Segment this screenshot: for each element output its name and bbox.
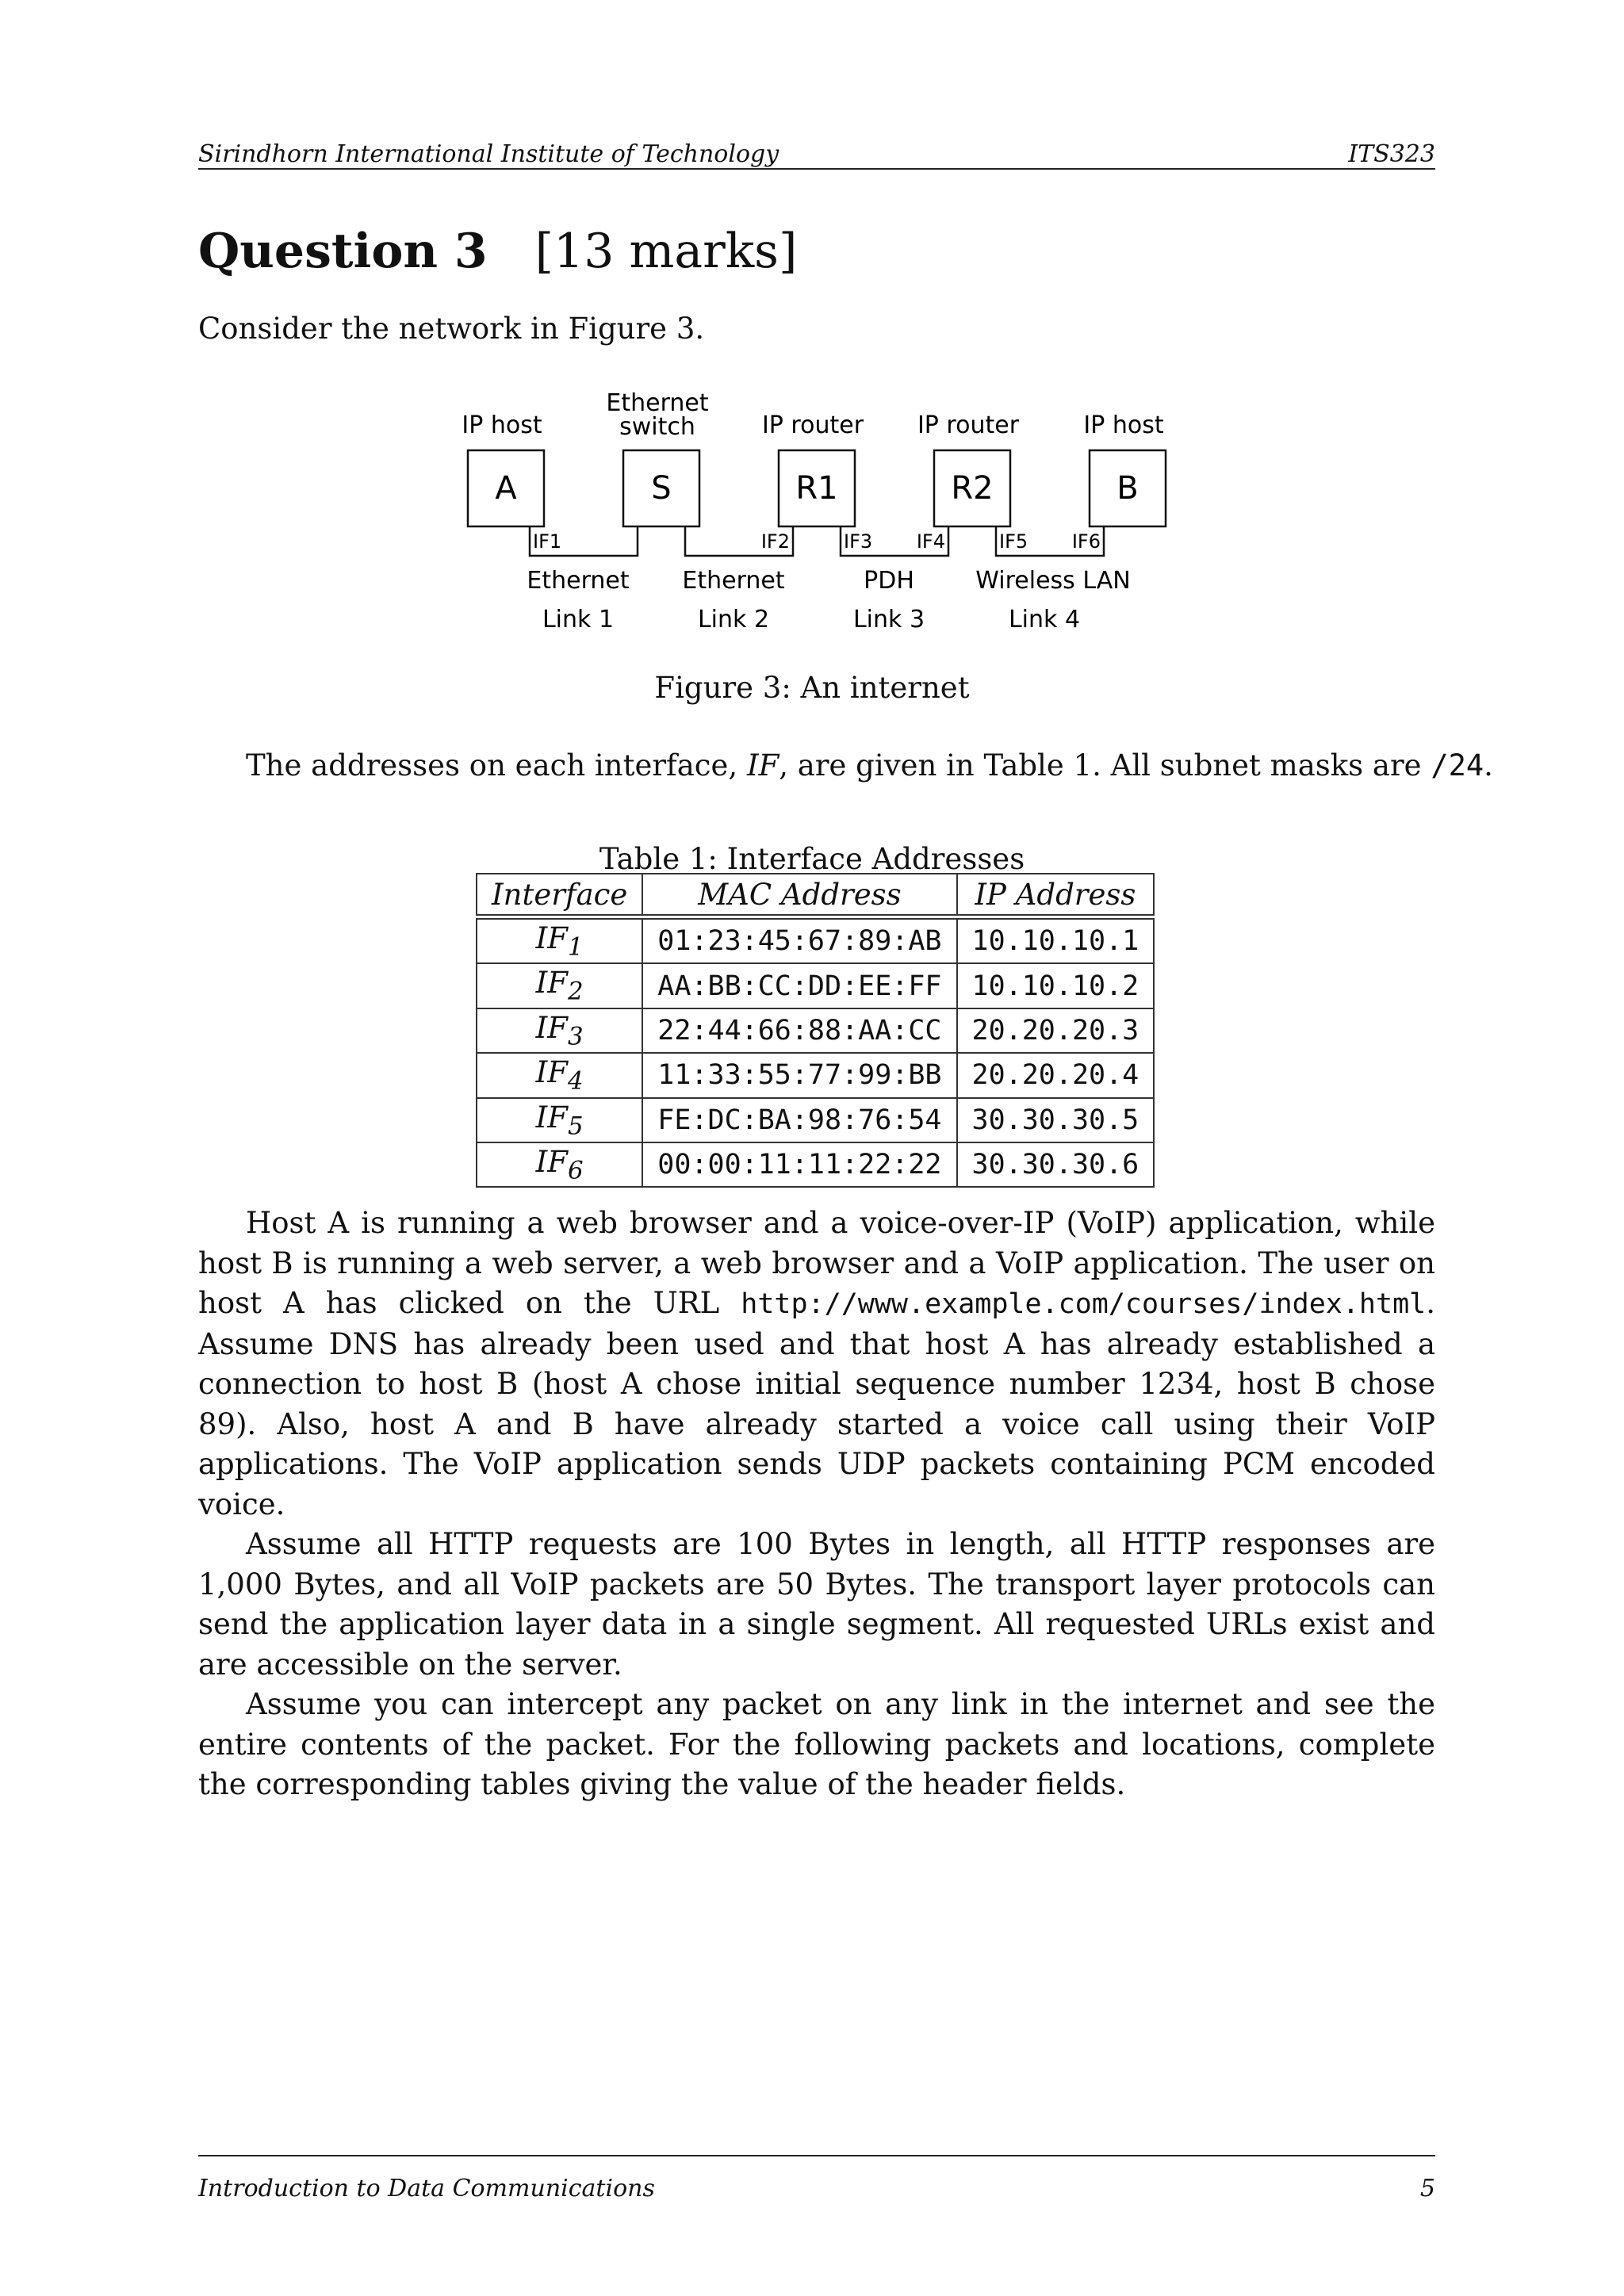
- interface-index: 4: [567, 1066, 584, 1096]
- node-s-label: S: [651, 470, 672, 507]
- interface-index: 1: [567, 932, 584, 962]
- interface-name: IF: [535, 1100, 568, 1135]
- addresses-text-1: The addresses on each interface,: [246, 748, 747, 783]
- link-4-name: Link 4: [1008, 606, 1081, 633]
- table-row: [477, 1053, 1154, 1097]
- node-a-label: A: [495, 470, 517, 507]
- ip-cell: 20.20.20.4: [957, 1053, 1155, 1097]
- subnet-mask: /24: [1431, 748, 1484, 783]
- interface-cell: [477, 1008, 642, 1053]
- link-4-tech: Wireless LAN: [975, 567, 1131, 595]
- mac-cell: 22:44:66:88:AA:CC: [642, 1008, 956, 1053]
- link-1-tech: Ethernet: [527, 567, 630, 595]
- column-header-interface: Interface: [477, 874, 642, 917]
- link-3-tech: PDH: [864, 567, 914, 595]
- mac-cell: AA:BB:CC:DD:EE:FF: [642, 963, 956, 1008]
- mac-cell: 00:00:11:11:22:22: [642, 1142, 956, 1187]
- interface-cell: [477, 1098, 642, 1142]
- paragraph-scenario: [198, 1203, 1435, 1525]
- interface-cell: [477, 1142, 642, 1187]
- interface-name: IF: [535, 921, 568, 955]
- addresses-text-3: .: [1484, 748, 1493, 783]
- interface-label-if1: IF1: [533, 530, 562, 553]
- question-marks: [13 marks]: [534, 224, 798, 279]
- interface-index: 2: [567, 977, 584, 1006]
- interface-cell: [477, 963, 642, 1008]
- node-a-type: IP host: [462, 411, 542, 439]
- header-course-code: ITS323: [1348, 140, 1435, 168]
- node-r2-type: IP router: [917, 411, 1020, 439]
- interface-index: 6: [567, 1156, 584, 1185]
- question-title: Question 3: [198, 224, 488, 279]
- interface-label-if5: IF5: [999, 530, 1028, 553]
- link-1-name: Link 1: [542, 606, 615, 633]
- question-intro: Consider the network in Figure 3.: [198, 312, 705, 346]
- network-figure: [444, 381, 1174, 650]
- link-2-tech: Ethernet: [682, 567, 785, 595]
- node-b-type: IP host: [1083, 411, 1164, 439]
- if-symbol: IF: [746, 748, 779, 783]
- example-url: http://www.example.com/courses/index.html: [741, 1288, 1427, 1320]
- table-row: [477, 963, 1154, 1008]
- paragraph-assumptions: Assume all HTTP requests are 100 Bytes in length, all HTTP responses are 1,000 Bytes, and all VoIP packets are 50 Bytes. The transport layer protocols can send the application layer data in a single segment. All requested URLs exist and are accessible on the server.: [198, 1527, 1435, 1682]
- paragraph-instructions: Assume you can intercept any packet on any link in the internet and see the entire contents of the packet. For the following packets and locations, complete the corresponding tables giving the value of the header fields.: [198, 1687, 1435, 1801]
- network-diagram: [444, 381, 1174, 650]
- scenario-text-1: Host A is running a web browser and a voice-over-IP (VoIP) application, while host B is running a web server, a web browser and a VoIP application. The user on host A has clicked on the URL: [198, 1206, 1435, 1320]
- interface-index: 5: [567, 1111, 584, 1140]
- interface-name: IF: [535, 966, 568, 1001]
- interface-cell: [477, 1053, 642, 1097]
- ip-cell: 20.20.20.3: [957, 1008, 1155, 1053]
- ip-cell: 10.10.10.2: [957, 963, 1155, 1008]
- header-institute: Sirindhorn International Institute of Technology: [198, 140, 779, 168]
- node-s-type-line1: Ethernet: [606, 389, 709, 417]
- mac-cell: FE:DC:BA:98:76:54: [642, 1098, 956, 1142]
- node-s-type-line2: switch: [619, 413, 695, 441]
- page-number: 5: [1419, 2175, 1435, 2202]
- ip-cell: 30.30.30.6: [957, 1142, 1155, 1187]
- column-header-ip: IP Address: [957, 874, 1155, 917]
- interface-label-if4: IF4: [916, 530, 945, 553]
- node-b-label: B: [1116, 470, 1139, 507]
- addresses-text-2: , are given in Table 1. All subnet masks are: [779, 748, 1431, 783]
- table-header-row: [477, 874, 1154, 917]
- node-r2-label: R2: [951, 470, 994, 507]
- link-3-name: Link 3: [852, 606, 925, 633]
- interface-label-if2: IF2: [760, 530, 790, 553]
- question-body: [198, 1203, 1435, 1805]
- table-row: [477, 917, 1154, 964]
- ip-cell: 30.30.30.5: [957, 1098, 1155, 1142]
- scenario-text-2: . Assume DNS has already been used and that host A has already established a connection to host B (host A chose initial sequence number 1234, host B chose 89). Also, host A and B have already started a voice call using their VoIP applications. The VoIP application sends UDP packets containing PCM encoded voice.: [198, 1286, 1435, 1521]
- interface-name: IF: [535, 1055, 568, 1090]
- column-header-mac: MAC Address: [642, 874, 956, 917]
- mac-cell: 11:33:55:77:99:BB: [642, 1053, 956, 1097]
- table-caption: Table 1: Interface Addresses: [599, 842, 1025, 876]
- table-row: [477, 1142, 1154, 1187]
- figure-caption: Figure 3: An internet: [654, 671, 970, 705]
- table-row: [477, 1098, 1154, 1142]
- question-heading: [198, 224, 797, 279]
- footer-course-title: Introduction to Data Communications: [198, 2175, 655, 2202]
- interface-name: IF: [535, 1010, 568, 1045]
- interface-index: 3: [567, 1022, 584, 1051]
- interface-name: IF: [535, 1144, 568, 1179]
- mac-cell: 01:23:45:67:89:AB: [642, 917, 956, 964]
- page-footer: [198, 2155, 1435, 2202]
- node-r1-label: R1: [795, 470, 838, 507]
- table-row: [477, 1008, 1154, 1053]
- interface-cell: [477, 917, 642, 964]
- ip-cell: 10.10.10.1: [957, 917, 1155, 964]
- interface-address-table: [476, 873, 1155, 1188]
- interface-label-if6: IF6: [1071, 530, 1101, 553]
- node-r1-type: IP router: [761, 411, 864, 439]
- addresses-paragraph: [246, 748, 1493, 783]
- page-header: [198, 133, 1435, 170]
- interface-label-if3: IF3: [844, 530, 873, 553]
- link-2-name: Link 2: [697, 606, 770, 633]
